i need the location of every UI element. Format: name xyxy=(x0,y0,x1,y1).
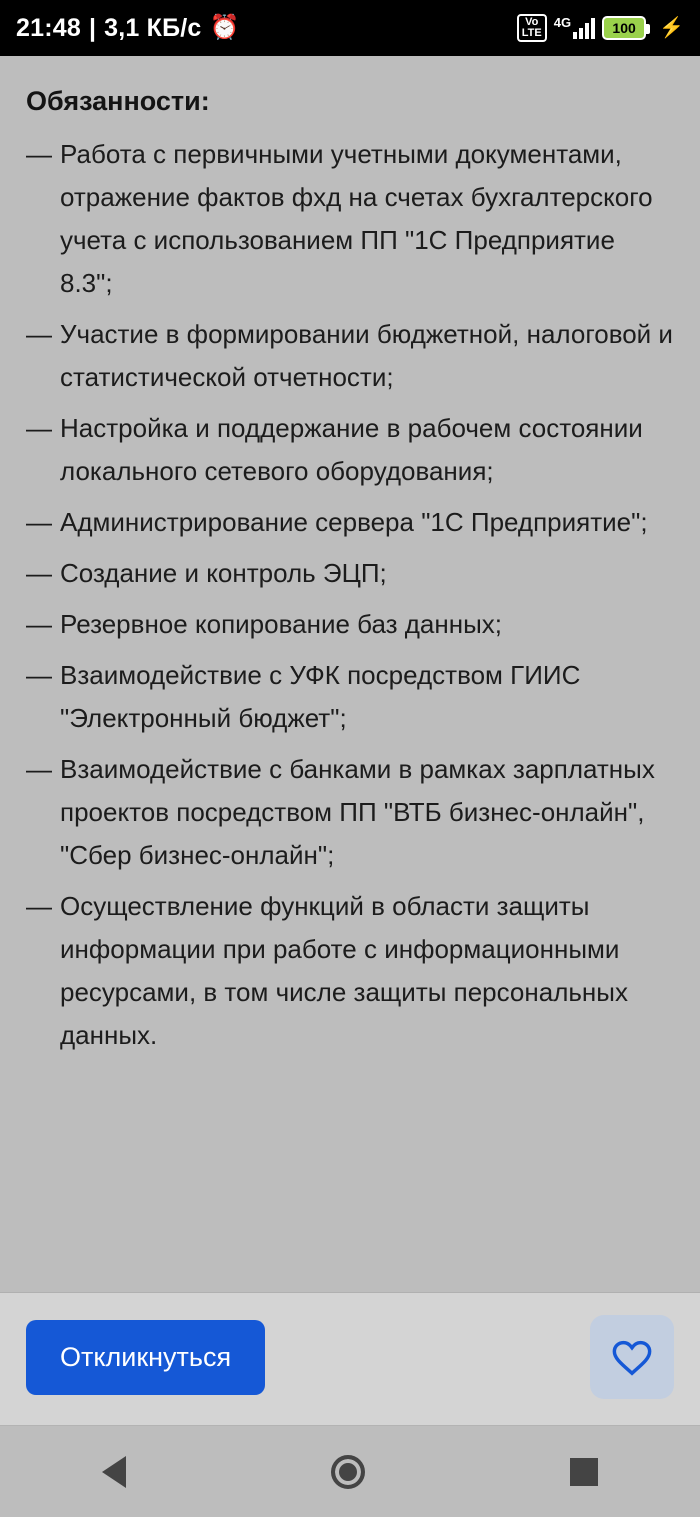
signal-bars-icon xyxy=(573,17,595,39)
list-bullet: — xyxy=(26,891,52,921)
status-bar-right xyxy=(517,14,684,42)
status-separator: | xyxy=(88,13,97,42)
system-navigation-bar xyxy=(0,1425,700,1517)
volte-top-label: Vo xyxy=(525,16,539,28)
charging-bolt-icon: ⚡ xyxy=(659,17,684,39)
list-bullet: — xyxy=(26,507,52,537)
status-time: 21:48 xyxy=(16,13,81,42)
home-circle-icon[interactable] xyxy=(331,1455,365,1489)
list-bullet: — xyxy=(26,660,52,690)
battery-level-label: 100 xyxy=(612,20,636,36)
battery-icon xyxy=(602,16,646,40)
list-item xyxy=(26,501,674,544)
list-item-text: Настройка и поддержание в рабочем состоянии локального сетевого оборудования; xyxy=(60,413,643,486)
back-triangle-icon[interactable] xyxy=(102,1456,126,1488)
list-bullet: — xyxy=(26,754,52,784)
list-item xyxy=(26,313,674,399)
list-bullet: — xyxy=(26,319,52,349)
list-item-text: Администрирование сервера "1С Предприятие"; xyxy=(60,507,648,537)
list-bullet: — xyxy=(26,413,52,443)
list-item xyxy=(26,654,674,740)
list-item xyxy=(26,133,674,305)
job-description-content xyxy=(0,56,700,1292)
list-item-text: Работа с первичными учетными документами, отражение фактов фхд на счетах бухгалтерского учета с использованием ПП "1С Предприятие 8.3"; xyxy=(60,139,653,298)
recents-square-icon[interactable] xyxy=(570,1458,598,1486)
volte-bottom-label: LTE xyxy=(521,27,542,39)
list-item-text: Создание и контроль ЭЦП; xyxy=(60,558,387,588)
list-item-text: Резервное копирование баз данных; xyxy=(60,609,503,639)
list-item-text: Участие в формировании бюджетной, налоговой и статистической отчетности; xyxy=(60,319,673,392)
heart-icon xyxy=(609,1334,655,1380)
list-item xyxy=(26,748,674,877)
network-type-label: 4G xyxy=(553,15,572,30)
volte-icon xyxy=(517,14,547,42)
status-network-speed: 3,1 КБ/с xyxy=(104,13,202,42)
list-item-text: Осуществление функций в области защиты информации при работе с информационными ресурсами, в том числе защиты персональных данных. xyxy=(60,891,628,1050)
favorite-button[interactable] xyxy=(590,1315,674,1399)
list-bullet: — xyxy=(26,558,52,588)
apply-button[interactable]: Откликнуться xyxy=(26,1320,265,1395)
alarm-icon: ⏰ xyxy=(209,14,240,41)
action-bar xyxy=(0,1292,700,1425)
list-item-text: Взаимодействие с УФК посредством ГИИС "Электронный бюджет"; xyxy=(60,660,581,733)
status-bar xyxy=(0,0,700,56)
status-bar-left xyxy=(16,14,240,43)
section-title: Обязанности: xyxy=(26,86,210,116)
list-bullet: — xyxy=(26,139,52,169)
list-item xyxy=(26,407,674,493)
list-item xyxy=(26,552,674,595)
list-item xyxy=(26,885,674,1057)
list-item-text: Взаимодействие с банками в рамках зарплатных проектов посредством ПП "ВТБ бизнес-онлайн", "Сбер бизнес-онлайн"; xyxy=(60,754,655,870)
list-item xyxy=(26,603,674,646)
signal-icon xyxy=(554,17,595,39)
list-bullet: — xyxy=(26,609,52,639)
duties-list xyxy=(26,133,674,1057)
